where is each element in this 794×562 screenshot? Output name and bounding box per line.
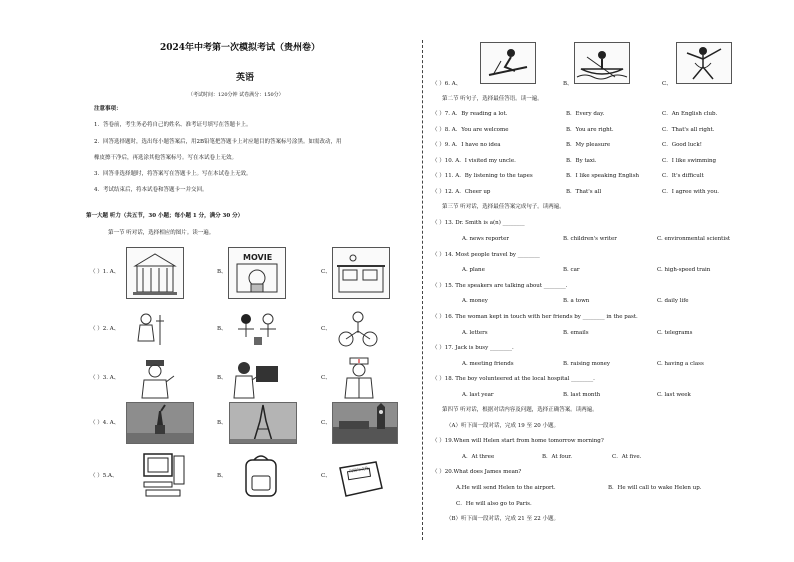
option-a: A. meeting friends <box>462 361 514 367</box>
option-c: C．I agree with you. <box>662 189 719 195</box>
book-cover-title: 汉语与文化 <box>348 465 370 474</box>
option-b-label: B、 <box>217 326 227 332</box>
question-7: （ ）7. A．By reading a lot. <box>432 111 508 117</box>
option-b-label: B、 <box>217 473 227 479</box>
question-9: （ ）9. A．I have no idea <box>432 142 501 148</box>
option-b-label: B、 <box>563 81 573 87</box>
option-b: B. children's writer <box>563 236 617 242</box>
teacher-icon[interactable] <box>232 358 282 400</box>
question-6-label: （ ）6. A、 <box>432 81 462 87</box>
option-c: C．I like swimming <box>662 158 717 164</box>
option-a: A. money <box>462 298 488 304</box>
option-c: C．At five. <box>612 454 642 460</box>
option-c: C．It's difficult <box>662 173 704 179</box>
rowing-icon[interactable] <box>574 42 630 84</box>
police-icon[interactable] <box>134 358 176 400</box>
option-c: C．That's all right. <box>662 127 715 133</box>
option-c: C. last week <box>657 392 691 398</box>
question-16: （ ）16. The woman kept in touch with her friends by ________ in the past. <box>432 314 638 320</box>
option-b: B. last month <box>563 392 601 398</box>
option-b: B．That's all <box>566 189 602 195</box>
option-b: B. emails <box>563 330 589 336</box>
option-b: B．I like speaking English <box>566 173 640 179</box>
question-4-label: （ ）4. A、 <box>90 420 120 426</box>
shop-icon[interactable] <box>332 247 390 299</box>
section4-b-heading: （B）听下面一段对话，完成 21 至 22 小题。 <box>446 516 560 522</box>
section1-heading: 第一节 听对话，选择相应的图片。读一遍。 <box>108 230 215 236</box>
question-17: （ ）17. Jack is busy ________. <box>432 345 514 351</box>
option-b: B．He will call to wake Helen up. <box>608 485 702 491</box>
option-b-label: B、 <box>217 269 227 275</box>
page-title: 2024年中考第一次模拟考试（贵州卷） <box>160 43 321 53</box>
note-item: 4．考试结束后，将本试卷和答题卡一并交回。 <box>94 187 208 193</box>
option-c-label: C、 <box>321 420 331 426</box>
question-2-label: （ ）2. A、 <box>90 326 120 332</box>
option-c: C. having a class <box>657 361 704 367</box>
question-18: （ ）18. The boy volunteered at the local hospital ________. <box>432 376 595 382</box>
option-c-label: C、 <box>321 326 331 332</box>
question-11: （ ）11. A．By listening to the tapes <box>432 173 533 179</box>
question-20: （ ）20.What does James mean? <box>432 469 522 475</box>
option-c: C. telegrams <box>657 330 693 336</box>
option-b-label: B、 <box>217 375 227 381</box>
option-c: C．An English club. <box>662 111 718 117</box>
option-b: B. car <box>563 267 580 273</box>
cycling-icon[interactable] <box>334 309 384 349</box>
option-a: A. plane <box>462 267 485 273</box>
option-c-label: C、 <box>321 375 331 381</box>
option-b: B. raising money <box>563 361 611 367</box>
option-b: B．By taxi. <box>566 158 597 164</box>
option-c: C．He will also go to Paris. <box>456 501 532 507</box>
book-icon[interactable] <box>336 460 386 498</box>
question-13: （ ）13. Dr. Smith is a(n) ________ <box>432 220 525 226</box>
exam-info: （考试时间：120分钟 试卷满分：150分） <box>188 92 284 98</box>
children-playing-icon[interactable] <box>232 309 282 349</box>
coat-hanger-icon[interactable] <box>130 309 176 349</box>
question-12: （ ）12. A．Cheer up <box>432 189 491 195</box>
eiffel-tower-icon[interactable] <box>229 402 297 444</box>
option-c-label: C、 <box>321 473 331 479</box>
subject-title: 英语 <box>236 73 255 83</box>
note-item: 2．回答选择题时，选出每小题答案后，用2B铅笔把答题卡上对应题目的答案标号涂黑。如需改动，用 <box>94 139 342 145</box>
option-a: A. last year <box>462 392 494 398</box>
cinema-icon[interactable] <box>228 247 286 299</box>
option-b: B．At four. <box>542 454 573 460</box>
option-a: A．At three <box>462 454 495 460</box>
big-ben-icon[interactable] <box>332 402 398 444</box>
question-14: （ ）14. Most people travel by ________ <box>432 252 540 258</box>
option-b: B．My pleasure <box>566 142 611 148</box>
option-c: C. daily life <box>657 298 689 304</box>
option-a: A. letters <box>462 330 488 336</box>
option-c: C．Good luck! <box>662 142 702 148</box>
part1-heading: 第一大题 听力（共五节，30 小题；每小题 1 分，满分 30 分） <box>86 213 244 219</box>
skiing-icon[interactable] <box>480 42 536 84</box>
note-item: 3．回答非选择题时，将答案写在答题卡上。写在本试卷上无效。 <box>94 171 252 177</box>
svg-text:MOVIE: MOVIE <box>243 253 273 262</box>
column-divider <box>422 40 423 540</box>
section3-heading: 第三节 听对话，选择最佳答案完成句子。读两遍。 <box>442 204 565 210</box>
section4-heading: 第四节 听对话，根据对话内容及问题，选择正确答案。读两遍。 <box>442 407 598 413</box>
doctor-icon[interactable] <box>338 356 380 400</box>
section4-a-heading: （A）听下面一段对话，完成 19 至 20 小题。 <box>446 423 559 429</box>
question-10: （ ）10. A．I visited my uncle. <box>432 158 516 164</box>
question-19: （ ）19.When will Helen start from home tomorrow morning? <box>432 438 604 444</box>
option-a: A.He will send Helen to the airport. <box>456 485 556 491</box>
option-b: B．You are right. <box>566 127 614 133</box>
question-8: （ ）8. A．You are welcome <box>432 127 509 133</box>
option-b: B．Every day. <box>566 111 605 117</box>
computer-icon[interactable] <box>140 452 188 498</box>
question-5-label: （ ）5.A、 <box>90 473 118 479</box>
notes-heading: 注意事项： <box>94 106 122 112</box>
dancing-icon[interactable] <box>676 42 732 84</box>
option-b-label: B、 <box>217 420 227 426</box>
question-3-label: （ ）3. A、 <box>90 375 120 381</box>
option-c-label: C、 <box>321 269 331 275</box>
note-item: 1．答卷前，考生务必将自己的姓名、准考证号填写在答题卡上。 <box>94 122 252 128</box>
option-c: C. environmental scientist <box>657 236 731 242</box>
schoolbag-icon[interactable] <box>240 452 282 498</box>
option-b: B. a town <box>563 298 590 304</box>
question-1-label: （ ）1. A、 <box>90 269 120 275</box>
option-a: A. news reporter <box>462 236 509 242</box>
section2-heading: 第二节 听句子，选择最佳答语。读一遍。 <box>442 96 543 102</box>
statue-of-liberty-icon[interactable] <box>126 402 194 444</box>
note-item: 橡皮擦干净后，再选涂其他答案标号。写在本试卷上无效。 <box>94 155 238 161</box>
question-15: （ ）15. The speakers are talking about ________. <box>432 283 568 289</box>
option-c: C. high-speed train <box>657 267 711 273</box>
option-c-label: C、 <box>662 81 672 87</box>
library-icon[interactable] <box>126 247 184 299</box>
